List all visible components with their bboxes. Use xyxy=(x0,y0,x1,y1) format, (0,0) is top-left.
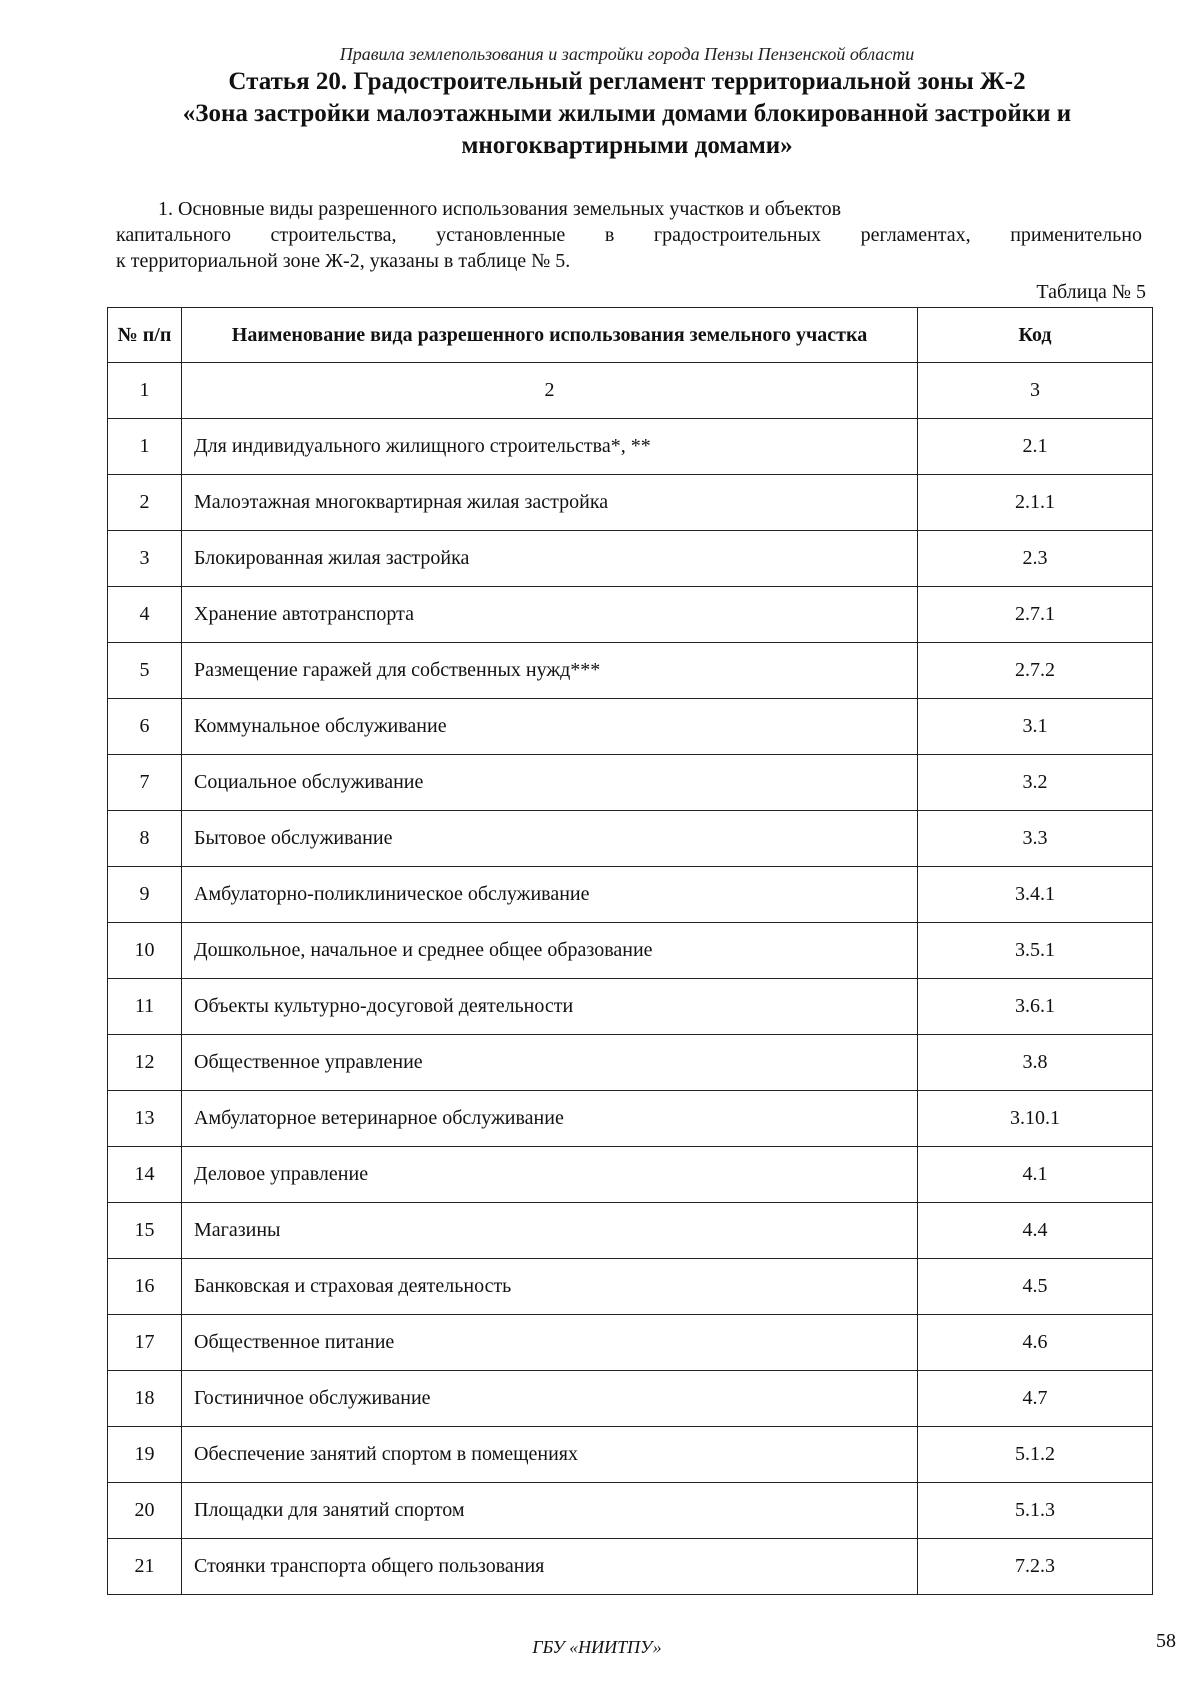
row-number: 9 xyxy=(108,867,182,923)
table-body xyxy=(108,363,1153,1595)
table-row xyxy=(108,1371,1153,1427)
row-name: Деловое управление xyxy=(182,1147,918,1203)
table-row xyxy=(108,1035,1153,1091)
row-code: 3.10.1 xyxy=(918,1091,1153,1147)
header-number: № п/п xyxy=(108,308,182,363)
row-name: Коммунальное обслуживание xyxy=(182,699,918,755)
column-index-3: 3 xyxy=(918,363,1153,419)
running-header: Правила землепользования и застройки города Пензы Пензенской области xyxy=(339,44,915,64)
table-caption: Таблица № 5 xyxy=(1036,281,1146,303)
row-name: Дошкольное, начальное и среднее общее образование xyxy=(182,923,918,979)
intro-line-3: к территориальной зоне Ж-2, указаны в таблице № 5. xyxy=(116,250,571,272)
row-name: Обеспечение занятий спортом в помещениях xyxy=(182,1427,918,1483)
table-row xyxy=(108,979,1153,1035)
row-number: 7 xyxy=(108,755,182,811)
intro-paragraph xyxy=(116,196,1142,274)
row-code: 3.4.1 xyxy=(918,867,1153,923)
row-number: 18 xyxy=(108,1371,182,1427)
page-number: 58 xyxy=(1156,1630,1176,1652)
article-title-line-1: Статья 20. Градостроительный регламент территориальной зоны Ж-2 xyxy=(228,68,1026,95)
row-name: Площадки для занятий спортом xyxy=(182,1483,918,1539)
row-number: 3 xyxy=(108,531,182,587)
row-code: 2.1.1 xyxy=(918,475,1153,531)
table-row xyxy=(108,475,1153,531)
table-header-row xyxy=(108,308,1153,363)
column-index-row xyxy=(108,363,1153,419)
row-number: 19 xyxy=(108,1427,182,1483)
table-row xyxy=(108,1427,1153,1483)
header-name: Наименование вида разрешенного использования земельного участка xyxy=(182,308,918,363)
intro-line-1: 1. Основные виды разрешенного использования земельных участков и объектов xyxy=(158,198,842,220)
row-number: 2 xyxy=(108,475,182,531)
row-code: 2.7.2 xyxy=(918,643,1153,699)
row-name: Стоянки транспорта общего пользования xyxy=(182,1539,918,1595)
table-row xyxy=(108,867,1153,923)
article-title xyxy=(100,66,1154,162)
row-code: 4.6 xyxy=(918,1315,1153,1371)
row-number: 4 xyxy=(108,587,182,643)
table-row xyxy=(108,1147,1153,1203)
row-number: 10 xyxy=(108,923,182,979)
table-row xyxy=(108,1315,1153,1371)
row-number: 13 xyxy=(108,1091,182,1147)
row-number: 14 xyxy=(108,1147,182,1203)
row-name: Малоэтажная многоквартирная жилая застройка xyxy=(182,475,918,531)
table-row xyxy=(108,811,1153,867)
row-number: 21 xyxy=(108,1539,182,1595)
table-row xyxy=(108,1091,1153,1147)
row-code: 2.1 xyxy=(918,419,1153,475)
column-index-2: 2 xyxy=(182,363,918,419)
row-code: 3.3 xyxy=(918,811,1153,867)
table-row xyxy=(108,1483,1153,1539)
row-code: 7.2.3 xyxy=(918,1539,1153,1595)
row-number: 15 xyxy=(108,1203,182,1259)
table-row xyxy=(108,587,1153,643)
row-code: 3.2 xyxy=(918,755,1153,811)
column-index-1: 1 xyxy=(108,363,182,419)
row-number: 16 xyxy=(108,1259,182,1315)
row-code: 2.3 xyxy=(918,531,1153,587)
row-number: 12 xyxy=(108,1035,182,1091)
row-code: 5.1.2 xyxy=(918,1427,1153,1483)
row-number: 6 xyxy=(108,699,182,755)
row-name: Амбулаторное ветеринарное обслуживание xyxy=(182,1091,918,1147)
row-code: 2.7.1 xyxy=(918,587,1153,643)
row-name: Банковская и страховая деятельность xyxy=(182,1259,918,1315)
row-code: 3.1 xyxy=(918,699,1153,755)
footer-organization: ГБУ «НИИТПУ» xyxy=(532,1637,662,1657)
article-title-line-3: многоквартирными домами» xyxy=(461,132,793,159)
row-name: Размещение гаражей для собственных нужд*** xyxy=(182,643,918,699)
intro-line-2: капитального строительства, установленные в градостроительных регламентах, применительно xyxy=(116,224,1142,246)
row-number: 17 xyxy=(108,1315,182,1371)
row-code: 4.4 xyxy=(918,1203,1153,1259)
row-name: Для индивидуального жилищного строительства*, ** xyxy=(182,419,918,475)
table-row xyxy=(108,419,1153,475)
row-code: 4.1 xyxy=(918,1147,1153,1203)
row-code: 3.8 xyxy=(918,1035,1153,1091)
row-name: Амбулаторно-поликлиническое обслуживание xyxy=(182,867,918,923)
row-name: Бытовое обслуживание xyxy=(182,811,918,867)
table-row xyxy=(108,755,1153,811)
row-name: Гостиничное обслуживание xyxy=(182,1371,918,1427)
row-code: 3.6.1 xyxy=(918,979,1153,1035)
table-row xyxy=(108,531,1153,587)
row-number: 11 xyxy=(108,979,182,1035)
row-name: Объекты культурно-досуговой деятельности xyxy=(182,979,918,1035)
row-code: 3.5.1 xyxy=(918,923,1153,979)
row-name: Общественное питание xyxy=(182,1315,918,1371)
table-row xyxy=(108,699,1153,755)
row-name: Хранение автотранспорта xyxy=(182,587,918,643)
row-code: 4.5 xyxy=(918,1259,1153,1315)
header-code: Код xyxy=(918,308,1153,363)
row-number: 1 xyxy=(108,419,182,475)
row-number: 5 xyxy=(108,643,182,699)
table-row xyxy=(108,1259,1153,1315)
row-number: 20 xyxy=(108,1483,182,1539)
table-row xyxy=(108,1203,1153,1259)
row-name: Социальное обслуживание xyxy=(182,755,918,811)
table-row xyxy=(108,923,1153,979)
row-name: Общественное управление xyxy=(182,1035,918,1091)
table-row xyxy=(108,1539,1153,1595)
row-name: Блокированная жилая застройка xyxy=(182,531,918,587)
row-name: Магазины xyxy=(182,1203,918,1259)
row-code: 4.7 xyxy=(918,1371,1153,1427)
row-code: 5.1.3 xyxy=(918,1483,1153,1539)
article-title-line-2: «Зона застройки малоэтажными жилыми домами блокированной застройки и xyxy=(182,100,1072,127)
permitted-use-table xyxy=(107,307,1153,1595)
row-number: 8 xyxy=(108,811,182,867)
table-row xyxy=(108,643,1153,699)
